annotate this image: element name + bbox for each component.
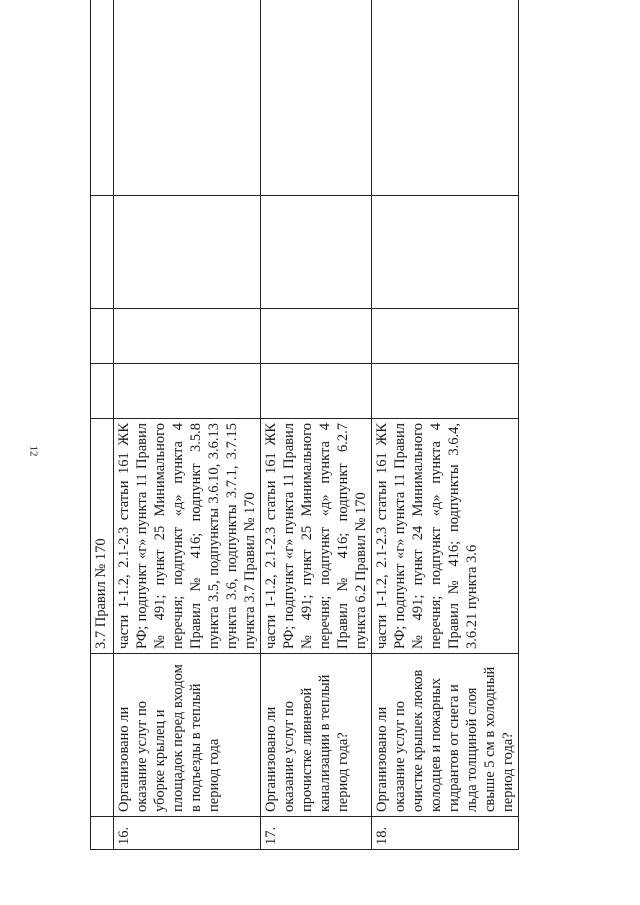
cell-question: Организовано ли оказание услуг по прочистке ливневой канализации в теплый период года? — [261, 654, 372, 817]
cell-reference: 3.7 Правил № 170 — [91, 419, 114, 654]
cell-number — [91, 817, 114, 850]
cell-comment — [372, 0, 519, 196]
cell-question: Организовано ли оказание услуг по уборке крылец и площадок перед входом в подъезды в теплый период года — [114, 654, 261, 817]
cell-not-applicable — [372, 196, 519, 309]
cell-question — [91, 654, 114, 817]
rotated-page — [90, 40, 516, 850]
table-row — [91, 0, 114, 850]
table-row — [372, 0, 519, 850]
cell-reference: части 1-1.2, 2.1-2.3 статьи 161 ЖК РФ; подпункт «г» пункта 11 Правил № 491; пункт 25 Минимального перечня; подпункт «д» пункта 4 Правил № 416; подпункт 6.2.7 пункта 6.2 Правил № 170 — [261, 419, 372, 654]
cell-not-applicable — [91, 196, 114, 309]
checklist-table — [90, 0, 519, 850]
cell-question: Организовано ли оказание услуг по очистке крышек люков колодцев и пожарных гидрантов от снега и льда толщиной слоя свыше 5 см в холодный период года? — [372, 654, 519, 817]
table-row — [114, 0, 261, 850]
cell-comment — [114, 0, 261, 196]
cell-reference: части 1-1.2, 2.1-2.3 статьи 161 ЖК РФ; подпункт «г» пункта 11 Правил № 491; пункт 24 Минимального перечня; подпункт «д» пункта 4 Правил № 416; подпункты 3.6.4, 3.6.21 пункта 3.6 — [372, 419, 519, 654]
cell-not-applicable — [114, 196, 261, 309]
cell-comment — [91, 0, 114, 196]
page-number: 12 — [27, 445, 40, 457]
cell-no — [372, 309, 519, 364]
cell-no — [91, 309, 114, 364]
cell-number: 16. — [114, 817, 261, 850]
cell-number: 17. — [261, 817, 372, 850]
table-row — [261, 0, 372, 850]
cell-no — [261, 309, 372, 364]
cell-yes — [372, 364, 519, 419]
cell-yes — [114, 364, 261, 419]
cell-comment — [261, 0, 372, 196]
cell-number: 18. — [372, 817, 519, 850]
cell-reference: части 1-1.2, 2.1-2.3 статьи 161 ЖК РФ; подпункт «г» пункта 11 Правил № 491; пункт 25 Минимального перечня; подпункт «д» пункта 4 Правил № 416; подпункт 3.5.8 пункта 3.5, подпункты 3.6.10, 3.6.13 пункта 3.6, подпункты 3.7.1, 3.7.15 пункта 3.7 Правил № 170 — [114, 419, 261, 654]
cell-not-applicable — [261, 196, 372, 309]
cell-yes — [91, 364, 114, 419]
cell-yes — [261, 364, 372, 419]
cell-no — [114, 309, 261, 364]
